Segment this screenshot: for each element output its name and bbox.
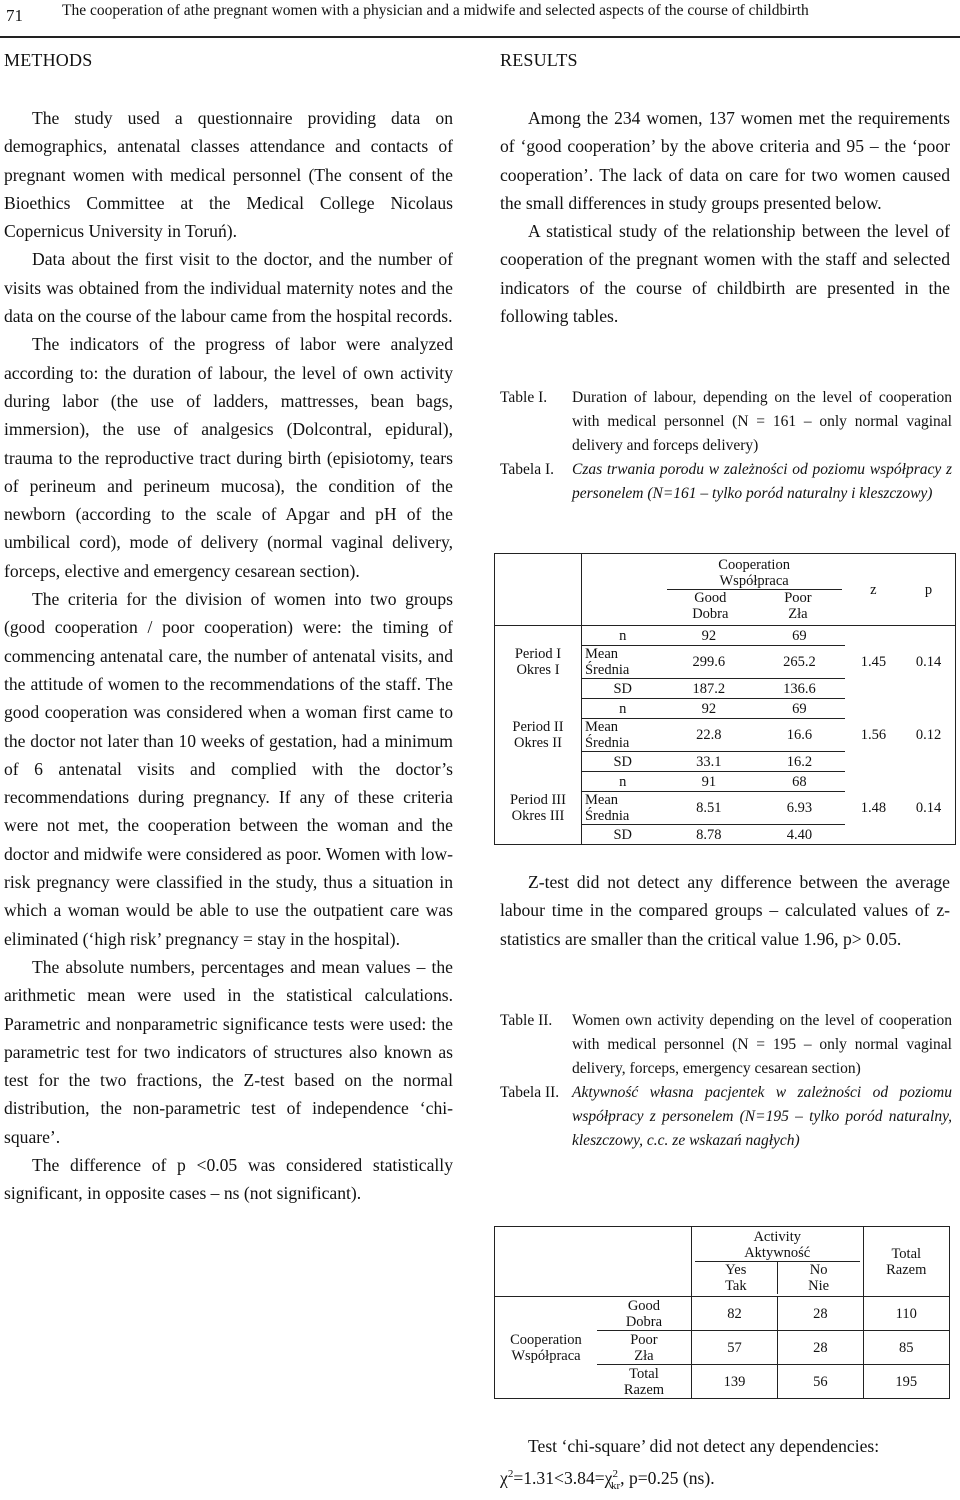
table1-corner bbox=[495, 554, 582, 626]
table1-poor-header: Poor Zła bbox=[784, 590, 812, 622]
table1-caption-en: Duration of labour, depending on the level of cooperation with medical personnel (N = 161 – only normal vaginal delivery and forceps delivery) bbox=[572, 389, 952, 454]
table1-col-header: Cooperation Współpraca Good Dobra Poor Zła bbox=[664, 554, 845, 626]
table-row: Period II Okres II n 92 69 1.56 0.12 bbox=[495, 699, 956, 719]
table-row: Mean Średnia 8.51 6.93 bbox=[495, 792, 956, 825]
ztest-paragraph: Z-test did not detect any difference between the average labour time in the compared groups – calculated values of z-statistics are smaller than the critical value 1.96, p> 0.05. bbox=[500, 872, 950, 949]
table2-label: Table II. bbox=[500, 1012, 553, 1029]
table-row: Period I Okres I n 92 69 1.45 0.14 bbox=[495, 626, 956, 646]
methods-paragraph: The absolute numbers, percentages and mean values – the arithmetic mean were used in the statistical calculations. Parametric and nonparametric significance tests were used: the parametric test for two indicators of structures also known as test for the two fractions, the Z-test based on the normal distribution, the non-parametric test of independence ‘chi-square’. bbox=[4, 956, 453, 1147]
table1-label: Table I. bbox=[500, 389, 548, 406]
table2-total-header: Total Razem bbox=[886, 1245, 927, 1278]
table2-label-pl: Tabela II. bbox=[500, 1084, 560, 1101]
table-row: SD 8.78 4.40 bbox=[613, 826, 813, 843]
table2-caption-en: Women own activity depending on the level of cooperation with medical personnel (N = 195 – only normal vaginal delivery, forceps, emergency cesarean section) bbox=[572, 1012, 952, 1077]
table-row: Cooperation Współpraca Good Dobra 82 28 110 bbox=[495, 1297, 950, 1331]
table-row: Period III Okres III n 91 68 1.48 0.14 bbox=[495, 772, 956, 792]
table-row: SD 33.1 16.2 bbox=[495, 752, 956, 772]
chi-square-formula: $\chi^2=1.31<3.84=\chi^2_{kr}$, p=0.25 (ns). bbox=[500, 1468, 715, 1492]
results-body bbox=[500, 104, 950, 330]
table1-caption-pl: Czas trwania porodu w zależności od poziomu współpracy z personelem (N=161 – tylko poród naturalny i kleszczowy) bbox=[572, 461, 952, 502]
table2-yes-header: Yes Tak bbox=[695, 1262, 778, 1294]
table2-no-header: No Nie bbox=[808, 1262, 830, 1294]
table2 bbox=[494, 1226, 950, 1399]
table-row: Mean Średnia 299.6 265.2 bbox=[495, 646, 956, 679]
methods-paragraph: The study used a questionnaire providing data on demographics, antenatal classes attendance and contacts of pregnant women with medical personnel (The consent of the Bioethics Committee at the Medical College Nicolaus Copernicus University in Toruń). bbox=[4, 108, 453, 242]
table1-z-header: z bbox=[870, 581, 877, 598]
results-paragraph: Among the 234 women, 137 women met the requirements of ‘good cooperation’ by the above criteria and 95 – the ‘poor cooperation’. The lack of data on care for two women caused the small differences in study groups presented below. bbox=[500, 108, 950, 213]
table1-label-pl: Tabela I. bbox=[500, 461, 554, 478]
table-row: Mean Średnia 22.8 16.6 bbox=[495, 719, 956, 752]
table2-caption bbox=[500, 1009, 952, 1153]
table2-col-header: Activity Aktywność Yes Tak No Nie bbox=[691, 1227, 863, 1297]
table1-caption bbox=[500, 386, 952, 506]
page-number: 71 bbox=[6, 6, 23, 25]
running-title: The cooperation of athe pregnant women with a physician and a midwife and selected aspects of the course of childbirth bbox=[62, 2, 809, 19]
table1-p-header: p bbox=[924, 581, 933, 598]
table-row: Poor Zła 57 28 85 bbox=[495, 1331, 950, 1365]
methods-paragraph: Data about the first visit to the doctor, and the number of visits was obtained from the individual maternity notes and the data on the course of the labour came from the hospital records. bbox=[4, 249, 453, 327]
table1 bbox=[494, 553, 956, 845]
table-row: SD 187.2 136.6 bbox=[495, 679, 956, 699]
methods-paragraph: The criteria for the division of women into two groups (good cooperation / poor cooperation) were: the timing of commencing antenatal care, the number of antenatal visits, and the attitude of women to the recommendations of the staff. The good cooperation was considered when a woman first came to the doctor not later than 10 weeks of gestation, had a minimum of 6 antenatal visits and complied with the doctor’s recommendations during pregnancy. If any of these criteria were not met, the cooperation between the woman and the doctor and midwife were considered as poor. Women with low-risk pregnancy were classified in the study, thus a situation in which a woman would be able to use the outpatient care was eliminated (‘high risk’ pregnancy = stay in the hospital). bbox=[4, 589, 453, 949]
running-header bbox=[0, 0, 960, 38]
table-row: Total Razem 139 56 195 bbox=[495, 1365, 950, 1399]
table2-caption-pl: Aktywność własna pacjentek w zależności od poziomu współpracy z personelem (N=195 – tylko poród naturalny, kleszczowy, c.c. ze wskazań nagłych) bbox=[572, 1084, 952, 1149]
methods-heading: METHODS bbox=[4, 50, 93, 70]
ztest-body bbox=[500, 868, 950, 953]
methods-paragraph: The indicators of the progress of labor were analyzed according to: the duration of labour, the level of own activity during labor (the use of ladders, mattresses, bean bags, immersion), the use of analgesics (Dolcontral, epidural), trauma to the reproductive tract during birth (episiotomy, tears of perineum and perineum mucosa), the condition of the newborn (according to the scale of Apgar and pH of the umbilical cord), mode of delivery (normal vaginal delivery, forceps, elective and emergency cesarean section). bbox=[4, 334, 453, 581]
chi-square-text: Test ‘chi-square’ did not detect any dependencies: bbox=[528, 1436, 880, 1456]
methods-paragraph: The difference of p <0.05 was considered statistically significant, in opposite cases – ns (not significant). bbox=[4, 1154, 453, 1204]
table2-row-header: Cooperation Współpraca bbox=[495, 1297, 597, 1399]
table1-good-header: Good Dobra bbox=[692, 590, 729, 622]
results-heading: RESULTS bbox=[500, 50, 578, 70]
methods-body bbox=[4, 104, 453, 1208]
results-paragraph: A statistical study of the relationship between the level of cooperation of the pregnant women with the staff and selected indicators of the course of childbirth are presented in the following tables. bbox=[500, 221, 950, 327]
chi-square-result bbox=[500, 1432, 952, 1500]
